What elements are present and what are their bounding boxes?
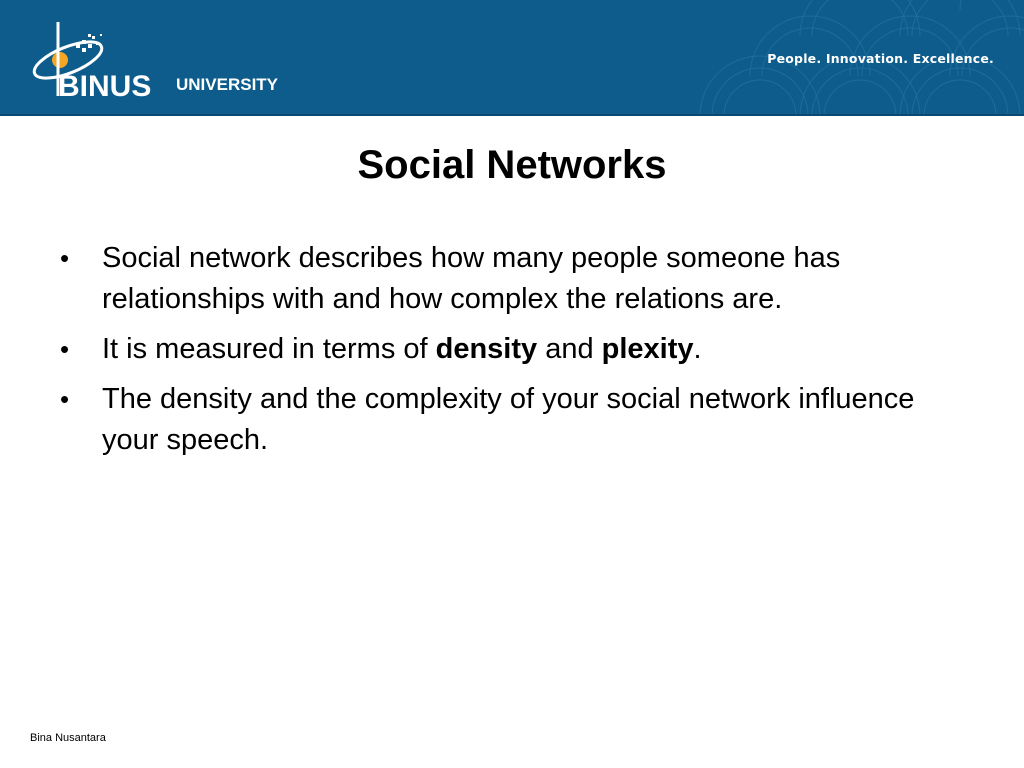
header-bottom-rule (0, 114, 1024, 116)
bullet-term-density: density (435, 333, 538, 365)
bullet-glyph: • (60, 334, 70, 364)
bullet-term-plexity: plexity (601, 333, 694, 365)
bullet-glyph: • (60, 384, 70, 414)
slide-header (0, 0, 1024, 116)
bullet-item (58, 379, 938, 461)
logo-suffix-text: UNIVERSITY (176, 75, 279, 94)
bullet-list (58, 238, 938, 470)
bullet-item (58, 238, 938, 320)
bullet-text-middle: and (537, 333, 602, 365)
binus-university-logo (22, 14, 302, 104)
bullet-glyph: • (60, 243, 70, 273)
bullet-text-suffix: . (693, 333, 702, 365)
slide-title: Social Networks (357, 143, 667, 187)
bullet-text: Social network describes how many people someone has relationships with and how complex the relations are. (102, 242, 841, 315)
bullet-text-prefix: It is measured in terms of (102, 333, 436, 365)
bullet-text: The density and the complexity of your social network influence your speech. (102, 383, 915, 456)
slide-footer: Bina Nusantara (30, 732, 106, 744)
logo-brand-text: BINUS (58, 70, 152, 103)
bullet-item (58, 329, 938, 370)
header-tagline: People. Innovation. Excellence. (767, 51, 994, 66)
